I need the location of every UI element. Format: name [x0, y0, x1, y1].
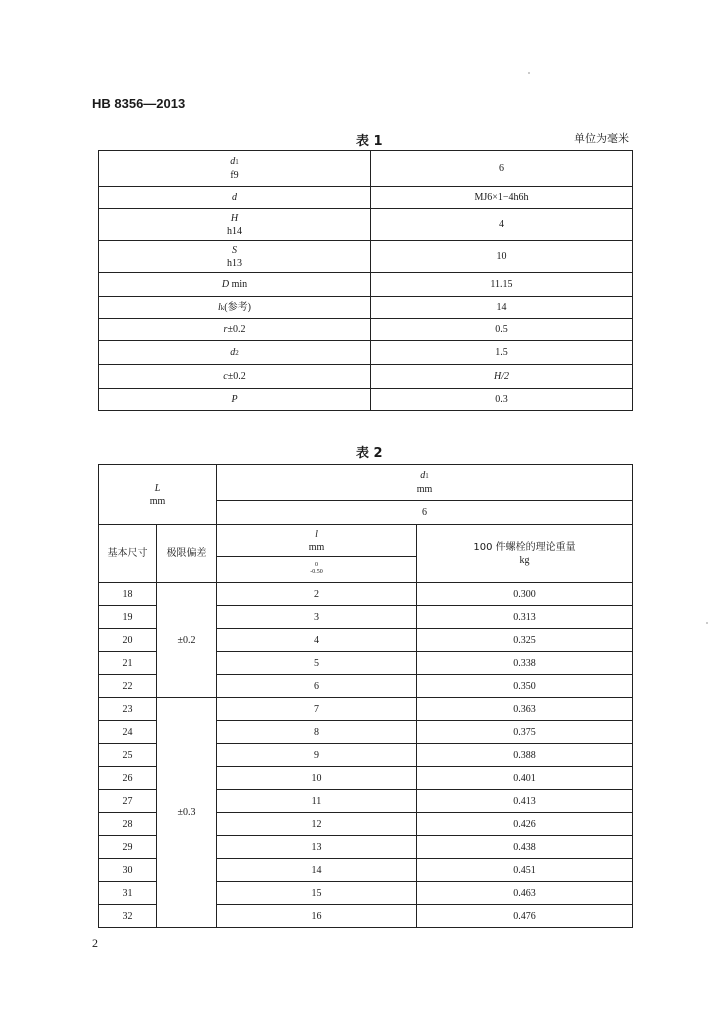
thread-length-cell: 4: [217, 629, 417, 652]
table1-param: H h14: [99, 209, 371, 241]
deviation-cell: ±0.3: [157, 698, 217, 928]
table1-value: 10: [371, 241, 633, 273]
weight-cell: 0.413: [417, 790, 633, 813]
length-cell: 31: [99, 882, 157, 905]
table1-value: 0.3: [371, 389, 633, 411]
weight-cell: 0.388: [417, 744, 633, 767]
length-cell: 32: [99, 905, 157, 928]
document-code: HB 8356—2013: [92, 96, 186, 111]
thread-length-cell: 15: [217, 882, 417, 905]
table1-param: S h13: [99, 241, 371, 273]
scan-speck: [706, 622, 708, 624]
table1-value: 14: [371, 297, 633, 319]
thread-length-cell: 16: [217, 905, 417, 928]
table1-row: [99, 151, 633, 187]
length-cell: 18: [99, 583, 157, 606]
length-cell: 19: [99, 606, 157, 629]
table1-value: H/2: [371, 365, 633, 389]
table1-row: [99, 273, 633, 297]
thread-length-cell: 10: [217, 767, 417, 790]
scan-speck: [528, 72, 530, 74]
dimension-table: [98, 150, 633, 411]
weight-cell: 0.363: [417, 698, 633, 721]
table1-row: [99, 365, 633, 389]
weight-cell: 0.476: [417, 905, 633, 928]
length-cell: 30: [99, 859, 157, 882]
header-L: L mm: [99, 465, 217, 525]
header-l-tolerance: 0 -0.50: [217, 557, 417, 583]
length-cell: 21: [99, 652, 157, 675]
deviation-cell: ±0.2: [157, 583, 217, 698]
table1-row: [99, 389, 633, 411]
thread-length-cell: 13: [217, 836, 417, 859]
thread-length-cell: 3: [217, 606, 417, 629]
thread-length-cell: 9: [217, 744, 417, 767]
header-weight: 100 件螺栓的理论重量 kg: [417, 525, 633, 583]
length-cell: 23: [99, 698, 157, 721]
table2-row: [99, 698, 633, 721]
header-basic-size: 基本尺寸: [99, 525, 157, 583]
table2-caption: 表 2: [356, 446, 383, 461]
length-cell: 22: [99, 675, 157, 698]
table1-value: 1.5: [371, 341, 633, 365]
table2-row: [99, 583, 633, 606]
length-cell: 24: [99, 721, 157, 744]
header-d1-value: 6: [217, 501, 633, 525]
table1-value: 6: [371, 151, 633, 187]
table1-param: c±0.2: [99, 365, 371, 389]
table1-param: r±0.2: [99, 319, 371, 341]
page-number: 2: [92, 936, 98, 950]
table1-value: 11.15: [371, 273, 633, 297]
length-cell: 28: [99, 813, 157, 836]
length-cell: 25: [99, 744, 157, 767]
table1-row: [99, 187, 633, 209]
table1-param: D min: [99, 273, 371, 297]
table1-row: [99, 209, 633, 241]
weight-cell: 0.313: [417, 606, 633, 629]
table1-row: [99, 241, 633, 273]
table1-value: 4: [371, 209, 633, 241]
table1-value: MJ6×1−4h6h: [371, 187, 633, 209]
thread-length-cell: 7: [217, 698, 417, 721]
table1-param: d2: [99, 341, 371, 365]
length-cell: 20: [99, 629, 157, 652]
thread-length-cell: 12: [217, 813, 417, 836]
table1-param: d1 f9: [99, 151, 371, 187]
table1-value: 0.5: [371, 319, 633, 341]
table1-row: [99, 341, 633, 365]
weight-cell: 0.350: [417, 675, 633, 698]
header-limit-deviation: 极限偏差: [157, 525, 217, 583]
table1-param: d: [99, 187, 371, 209]
weight-cell: 0.338: [417, 652, 633, 675]
header-d1: d1 mm: [217, 465, 633, 501]
weight-cell: 0.463: [417, 882, 633, 905]
weight-cell: 0.438: [417, 836, 633, 859]
header-l: l mm: [217, 525, 417, 557]
table1-caption: 表 1: [356, 134, 383, 149]
thread-length-cell: 2: [217, 583, 417, 606]
length-weight-table: [98, 464, 633, 928]
weight-cell: 0.300: [417, 583, 633, 606]
table1-param: lk(参考): [99, 297, 371, 319]
weight-cell: 0.325: [417, 629, 633, 652]
table1-row: [99, 297, 633, 319]
weight-cell: 0.426: [417, 813, 633, 836]
table1-param: P: [99, 389, 371, 411]
unit-note: 单位为毫米: [574, 132, 629, 145]
thread-length-cell: 11: [217, 790, 417, 813]
table1-row: [99, 319, 633, 341]
weight-cell: 0.451: [417, 859, 633, 882]
weight-cell: 0.401: [417, 767, 633, 790]
length-cell: 27: [99, 790, 157, 813]
thread-length-cell: 5: [217, 652, 417, 675]
thread-length-cell: 14: [217, 859, 417, 882]
length-cell: 26: [99, 767, 157, 790]
weight-cell: 0.375: [417, 721, 633, 744]
thread-length-cell: 8: [217, 721, 417, 744]
thread-length-cell: 6: [217, 675, 417, 698]
length-cell: 29: [99, 836, 157, 859]
